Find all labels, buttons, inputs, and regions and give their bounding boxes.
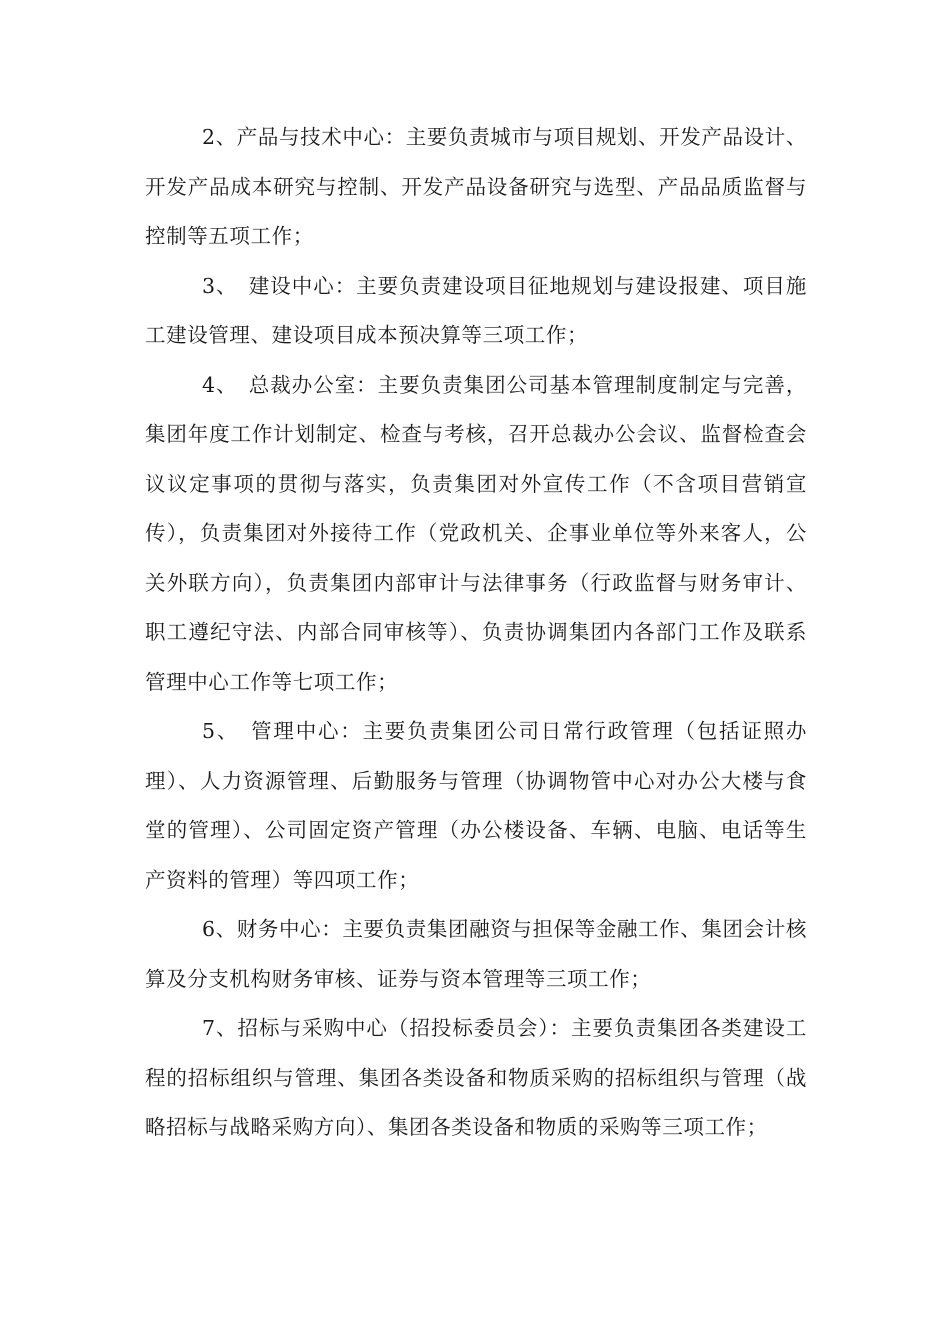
paragraph-product-tech-center: 2、产品与技术中心：主要负责城市与项目规划、开发产品设计、开发产品成本研究与控制、开发产品设备研究与选型、产品品质监督与控制等五项工作； xyxy=(145,125,807,248)
paragraph-procurement-center: 7、招标与采购中心（招投标委员会）：主要负责集团各类建设工程的招标组织与管理、集团各类设备和物质采购的招标组织与管理（战略招标与战略采购方向）、集团各类设备和物质的采购等三项工作； xyxy=(145,1016,807,1139)
paragraph-construction-center: 3、 建设中心：主要负责建设项目征地规划与建设报建、项目施工建设管理、建设项目成本预决算等三项工作； xyxy=(145,273,807,347)
paragraph-finance-center: 6、财务中心：主要负责集团融资与担保等金融工作、集团会计核算及分支机构财务审核、证券与资本管理等三项工作； xyxy=(145,917,807,991)
paragraph-management-center: 5、 管理中心：主要负责集团公司日常行政管理（包括证照办理）、人力资源管理、后勤服务与管理（协调物管中心对办公大楼与食堂的管理）、公司固定资产管理（办公楼设备、车辆、电脑、电话等生产资料的管理）等四项工作； xyxy=(145,719,807,892)
paragraph-president-office: 4、 总裁办公室：主要负责集团公司基本管理制度制定与完善，集团年度工作计划制定、检查与考核，召开总裁办公会议、监督检查会议议定事项的贯彻与落实，负责集团对外宣传工作（不含项目营销宣传），负责集团对外接待工作（党政机关、企事业单位等外来客人，公关外联方向），负责集团内部审计与法律事务（行政监督与财务审计、职工遵纪守法、内部合同审核等）、负责协调集团内各部门工作及联系管理中心工作等七项工作； xyxy=(145,372,807,694)
document-body xyxy=(145,113,807,1153)
